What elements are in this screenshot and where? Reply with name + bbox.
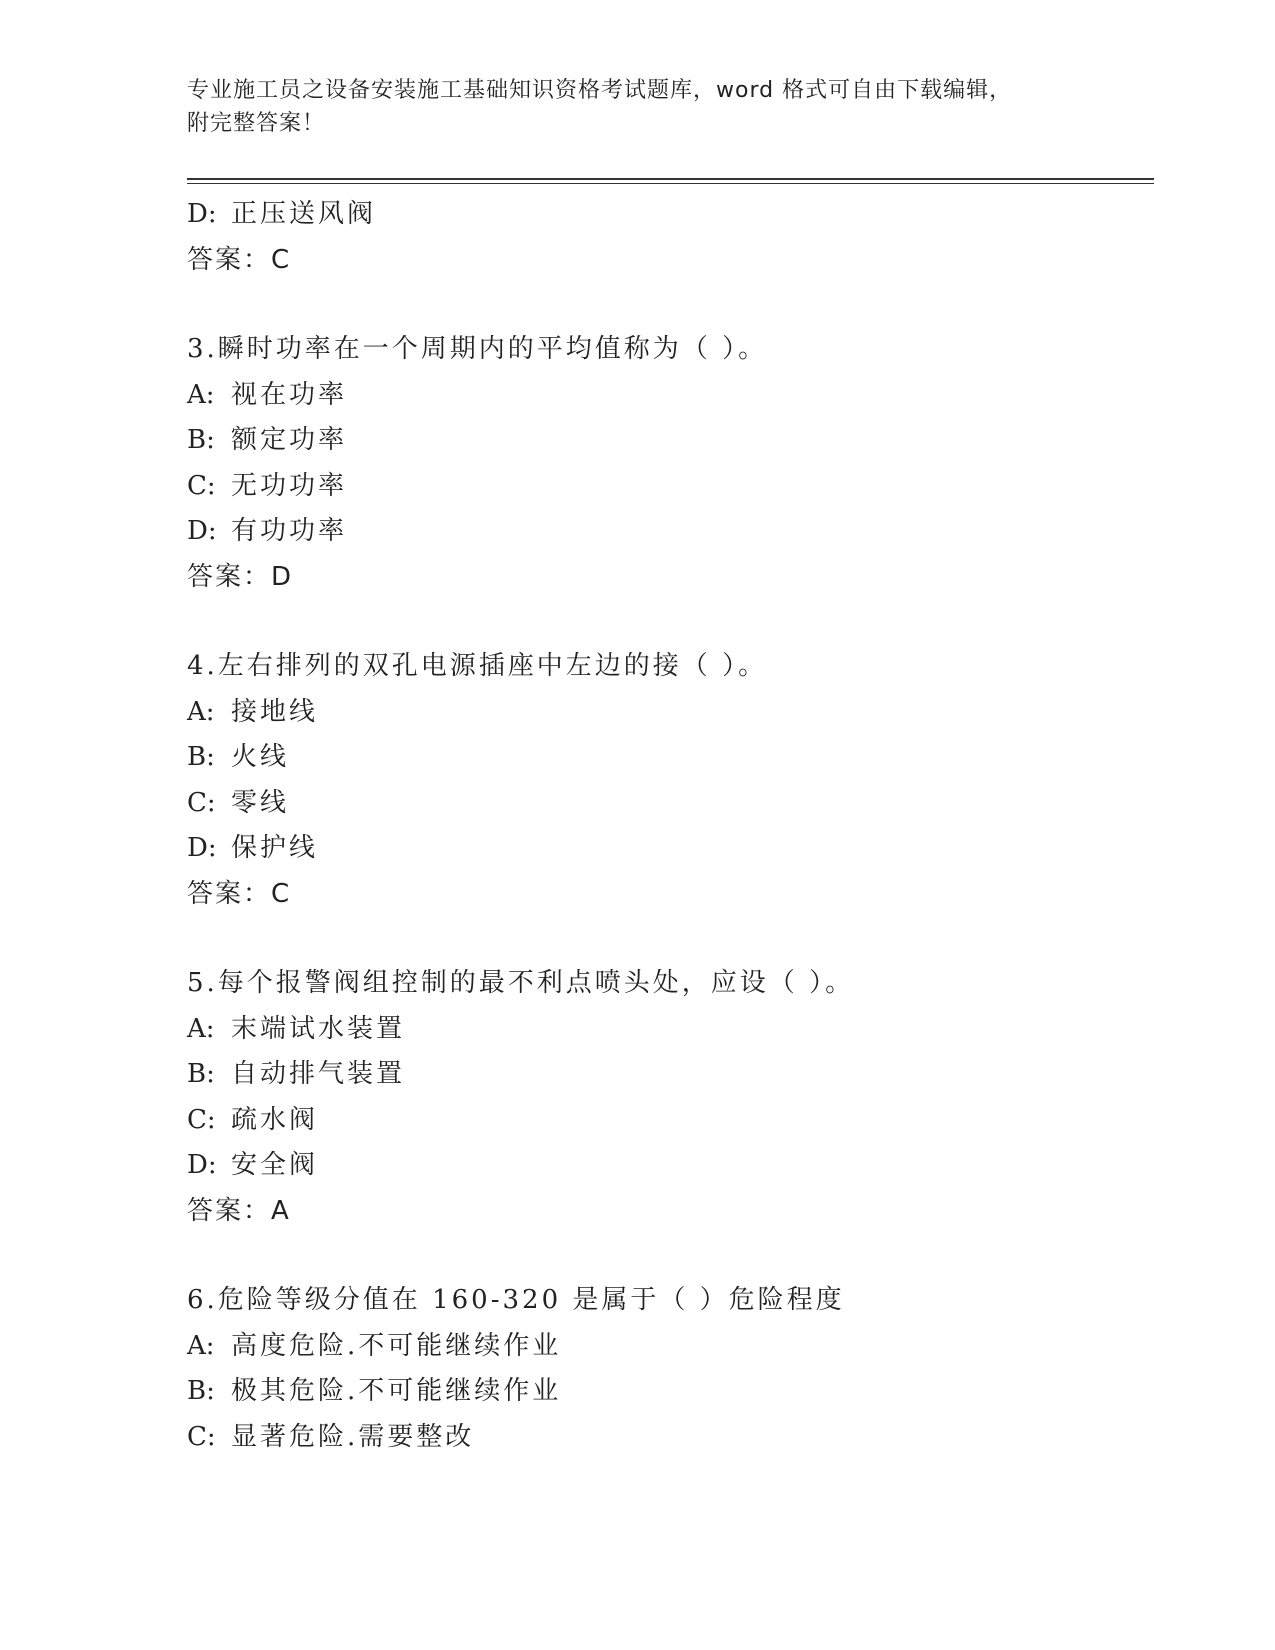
document-header <box>187 74 1067 140</box>
option-c <box>187 1098 1154 1144</box>
option-a <box>187 1007 1154 1053</box>
question-5 <box>187 961 1154 1234</box>
option-label: B: <box>187 1376 215 1406</box>
option-label: B: <box>187 1059 215 1089</box>
option-c <box>187 781 1154 827</box>
option-b <box>187 735 1154 781</box>
answer-line: 答案：A <box>187 1195 291 1226</box>
option-text: 零线 <box>231 787 290 818</box>
option-b <box>187 1369 1154 1415</box>
answer-line: 答案：C <box>187 878 292 909</box>
question-stem: 5.每个报警阀组控制的最不利点喷头处，应设（ ）。 <box>187 968 855 998</box>
option-label: D: <box>187 1150 217 1180</box>
option-label: C: <box>187 470 216 501</box>
option-c <box>187 1415 1154 1461</box>
option-a <box>187 690 1154 736</box>
spacer <box>187 917 1154 961</box>
question-6 <box>187 1278 1154 1460</box>
option-b <box>187 418 1154 464</box>
option-a <box>187 373 1154 419</box>
spacer <box>187 1234 1154 1278</box>
option-d <box>187 192 1154 238</box>
option-text: 高度危险.不可能继续作业 <box>231 1330 562 1361</box>
option-label: C: <box>187 1104 216 1135</box>
option-text: 保护线 <box>231 833 319 863</box>
option-text: 显著危险.需要整改 <box>231 1421 475 1452</box>
option-d <box>187 1143 1154 1189</box>
option-text: 疏水阀 <box>231 1104 319 1135</box>
option-label: A: <box>187 696 215 727</box>
option-label: A: <box>187 379 215 410</box>
spacer <box>187 283 1154 327</box>
question-stem: 4.左右排列的双孔电源插座中左边的接（ ）。 <box>187 651 768 681</box>
option-label: D: <box>187 833 217 863</box>
option-text: 额定功率 <box>231 425 348 455</box>
header-line-2: 附完整答案！ <box>187 111 326 136</box>
option-label: B: <box>187 742 215 772</box>
option-label: C: <box>187 1421 216 1452</box>
option-text: 火线 <box>231 742 290 772</box>
option-label: A: <box>187 1330 215 1361</box>
spacer <box>187 600 1154 644</box>
option-text: 视在功率 <box>231 379 348 410</box>
option-label: B: <box>187 425 215 455</box>
option-text: 正压送风阀 <box>231 199 377 229</box>
question-stem: 3.瞬时功率在一个周期内的平均值称为（ ）。 <box>187 334 768 364</box>
option-text: 末端试水装置 <box>231 1013 406 1044</box>
option-label: D: <box>187 199 217 229</box>
option-b <box>187 1052 1154 1098</box>
header-divider-thick <box>187 178 1154 180</box>
option-a <box>187 1324 1154 1370</box>
option-label: D: <box>187 516 217 546</box>
option-text: 极其危险.不可能继续作业 <box>231 1376 562 1406</box>
option-text: 有功功率 <box>231 516 348 546</box>
question-3 <box>187 327 1154 600</box>
question-4 <box>187 644 1154 917</box>
option-label: C: <box>187 787 216 818</box>
option-d <box>187 826 1154 872</box>
header-divider-thin <box>187 183 1154 184</box>
question-list <box>187 192 1154 1460</box>
question-stem: 6.危险等级分值在 160-320 是属于（ ）危险程度 <box>187 1285 845 1315</box>
option-text: 自动排气装置 <box>231 1059 406 1089</box>
answer-line: 答案：D <box>187 561 294 592</box>
option-c <box>187 464 1154 510</box>
answer-line: 答案：C <box>187 244 292 275</box>
option-label: A: <box>187 1013 215 1044</box>
header-line-1: 专业施工员之设备安装施工基础知识资格考试题库，word 格式可自由下载编辑， <box>187 78 1013 103</box>
question-2-tail <box>187 192 1154 283</box>
option-text: 无功功率 <box>231 470 348 501</box>
option-text: 安全阀 <box>231 1150 319 1180</box>
option-text: 接地线 <box>231 696 319 727</box>
option-d <box>187 509 1154 555</box>
